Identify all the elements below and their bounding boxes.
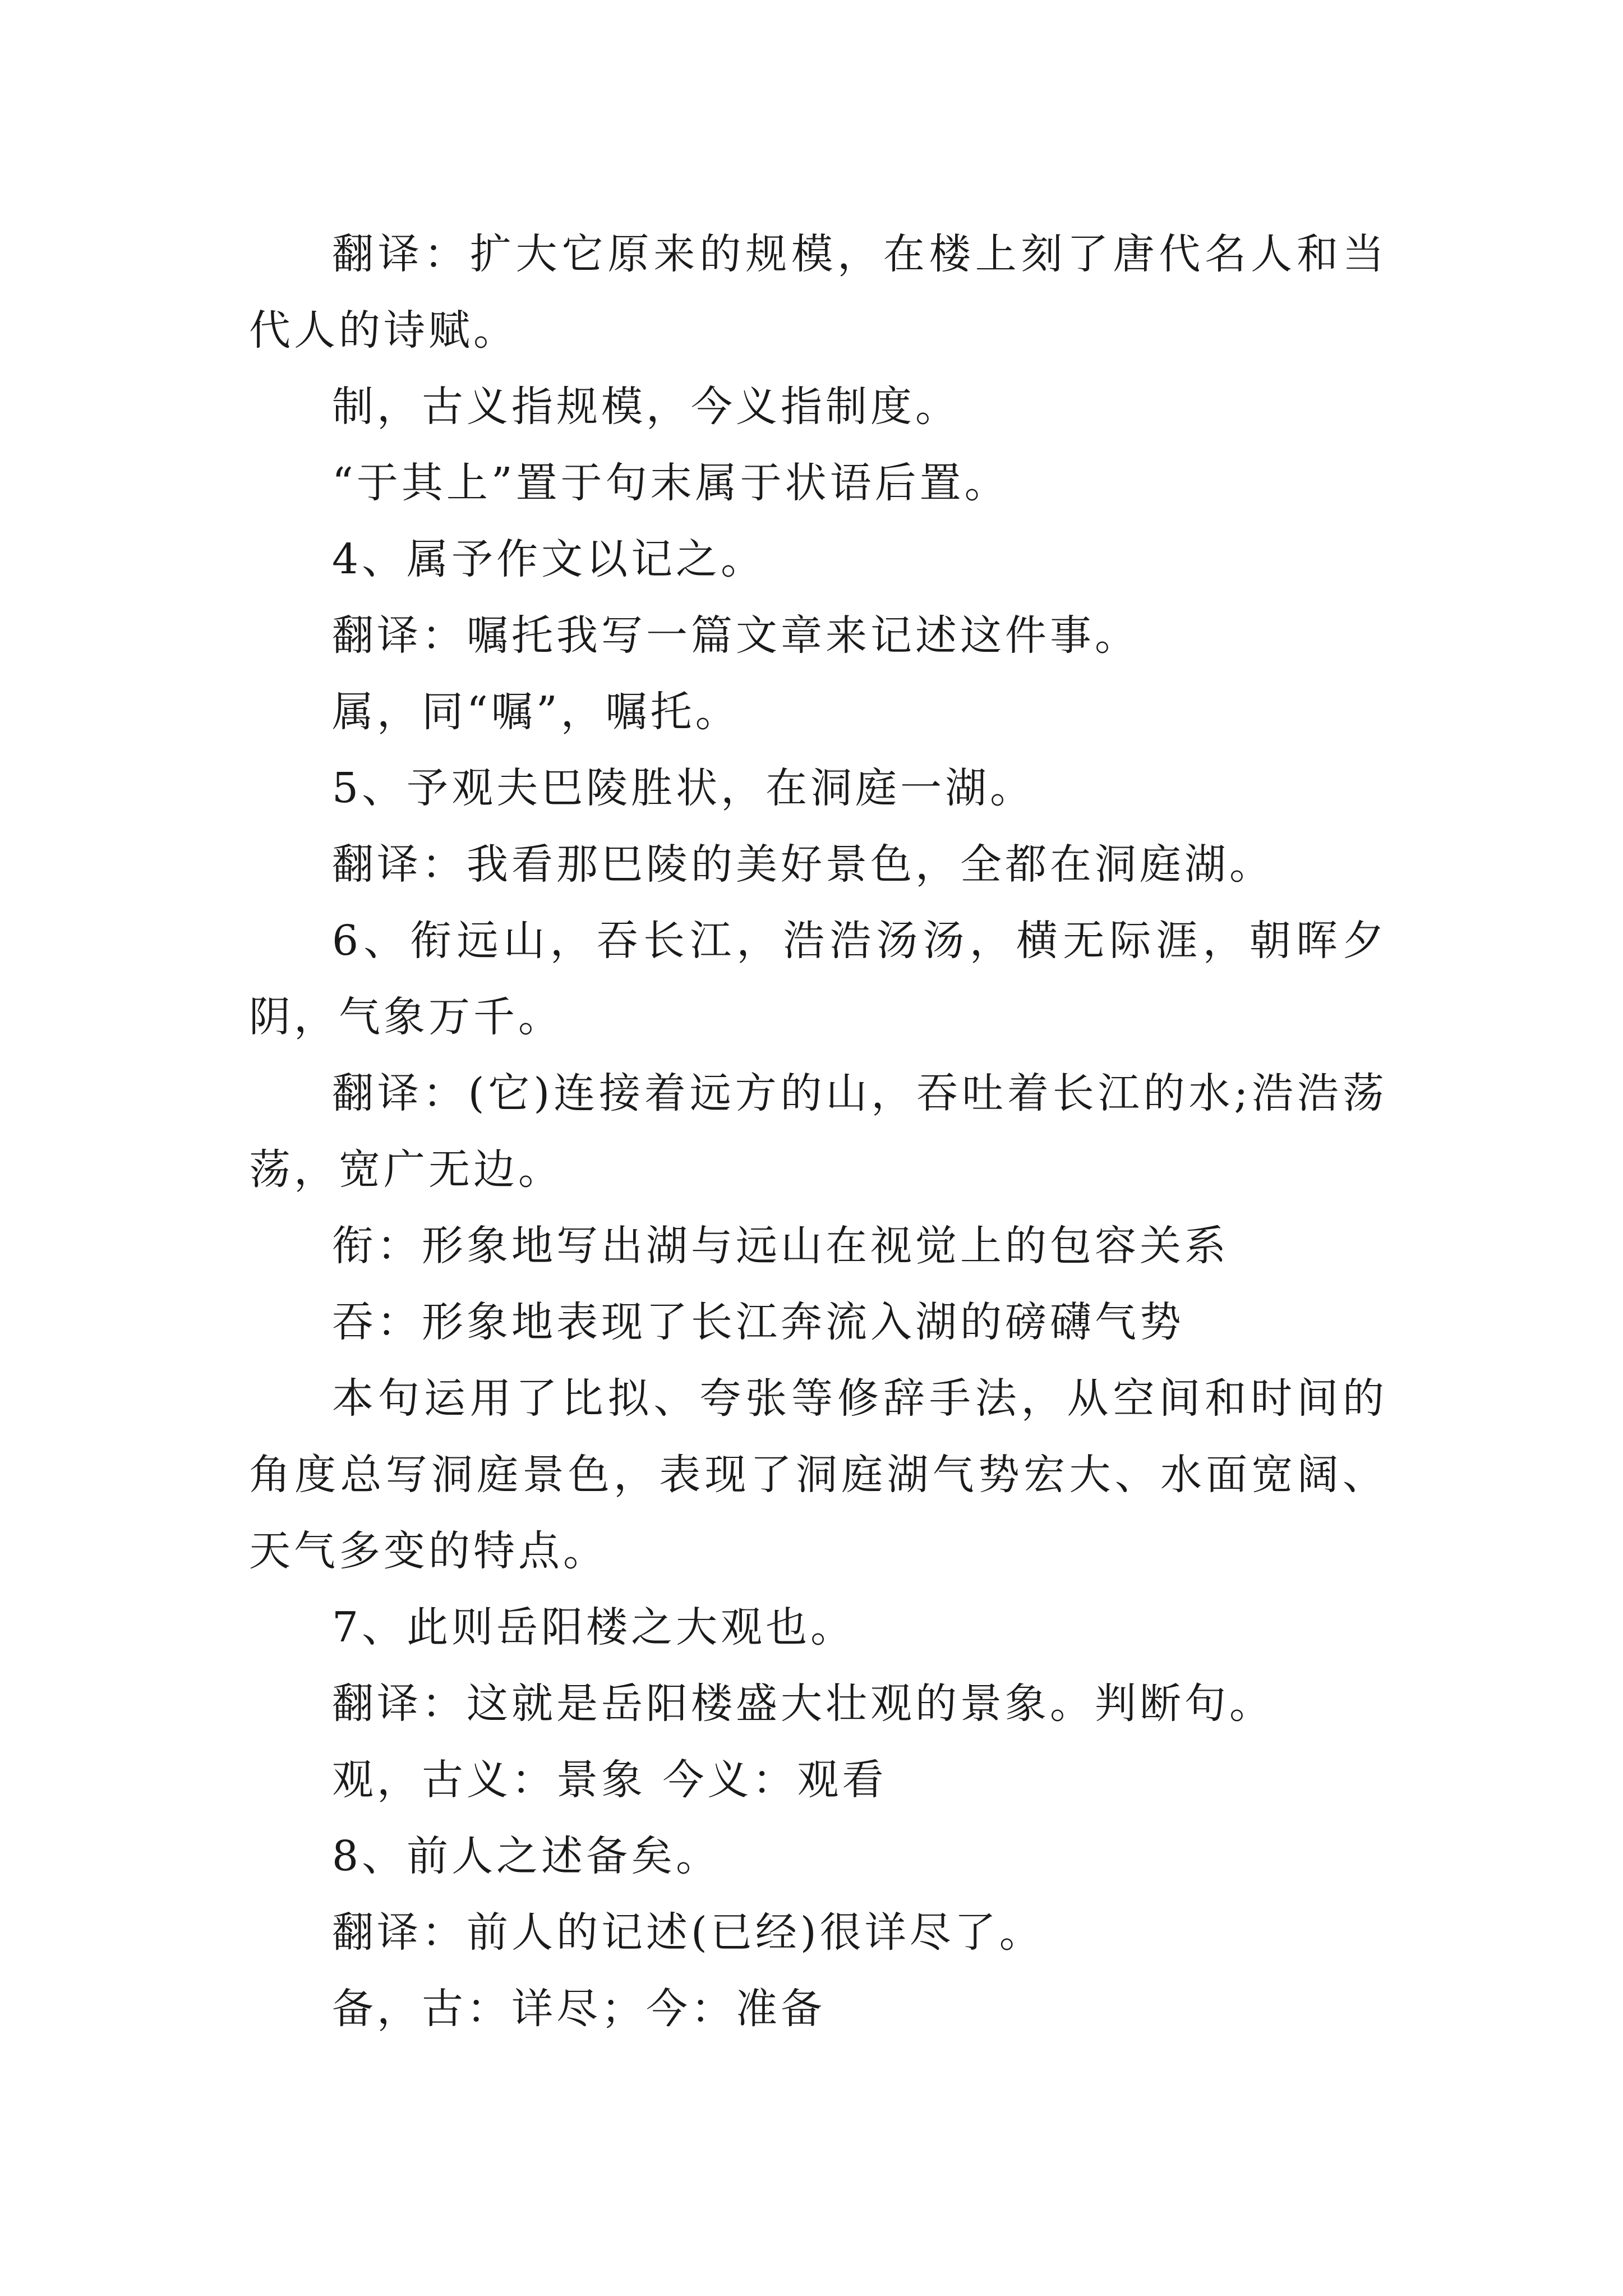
paragraph-translation-4: 翻译：嘱托我写一篇文章来记述这件事。: [332, 611, 1140, 660]
paragraph-note-postposition: “于其上”置于句末属于状语后置。: [332, 459, 1009, 507]
paragraph-sentence-4: 4、属予作文以记之。: [332, 535, 766, 583]
paragraph-translation-1: 翻译：扩大它原来的规模，在楼上刻了唐代名人和当代人的诗赋。: [249, 230, 1387, 355]
paragraph-sentence-6: 6、衔远山，吞长江，浩浩汤汤，横无际涯，朝晖夕阴，气象万千。: [249, 917, 1387, 1041]
paragraph-note-zhi: 制，古义指规模，今义指制度。: [332, 383, 960, 431]
paragraph-translation-6: 翻译：(它)连接着远方的山，吞吐着长江的水;浩浩荡荡，宽广无边。: [249, 1069, 1387, 1194]
paragraph-note-bei: 备，古：详尽；今：准备: [332, 1985, 826, 2033]
paragraph-note-xian: 衔：形象地写出湖与远山在视觉上的包容关系: [332, 1222, 1229, 1270]
paragraph-analysis-6: 本句运用了比拟、夸张等修辞手法，从空间和时间的角度总写洞庭景色，表现了洞庭湖气势宏大、水面宽阔、天气多变的特点。: [249, 1374, 1387, 1575]
paragraph-sentence-7: 7、此则岳阳楼之大观也。: [332, 1603, 856, 1651]
paragraph-translation-7: 翻译：这就是岳阳楼盛大壮观的景象。判断句。: [332, 1680, 1274, 1728]
paragraph-sentence-8: 8、前人之述备矣。: [332, 1832, 721, 1880]
paragraph-note-zhu: 属，同“嘱”，嘱托。: [332, 688, 740, 736]
document-body: [249, 216, 1387, 2047]
paragraph-note-tun: 吞：形象地表现了长江奔流入湖的磅礴气势: [332, 1298, 1184, 1346]
paragraph-note-guan: 观，古义：景象 今义：观看: [332, 1756, 887, 1804]
paragraph-sentence-5: 5、予观夫巴陵胜状，在洞庭一湖。: [332, 764, 1035, 812]
paragraph-translation-8: 翻译：前人的记述(已经)很详尽了。: [332, 1908, 1044, 1957]
paragraph-translation-5: 翻译：我看那巴陵的美好景色，全都在洞庭湖。: [332, 840, 1274, 889]
